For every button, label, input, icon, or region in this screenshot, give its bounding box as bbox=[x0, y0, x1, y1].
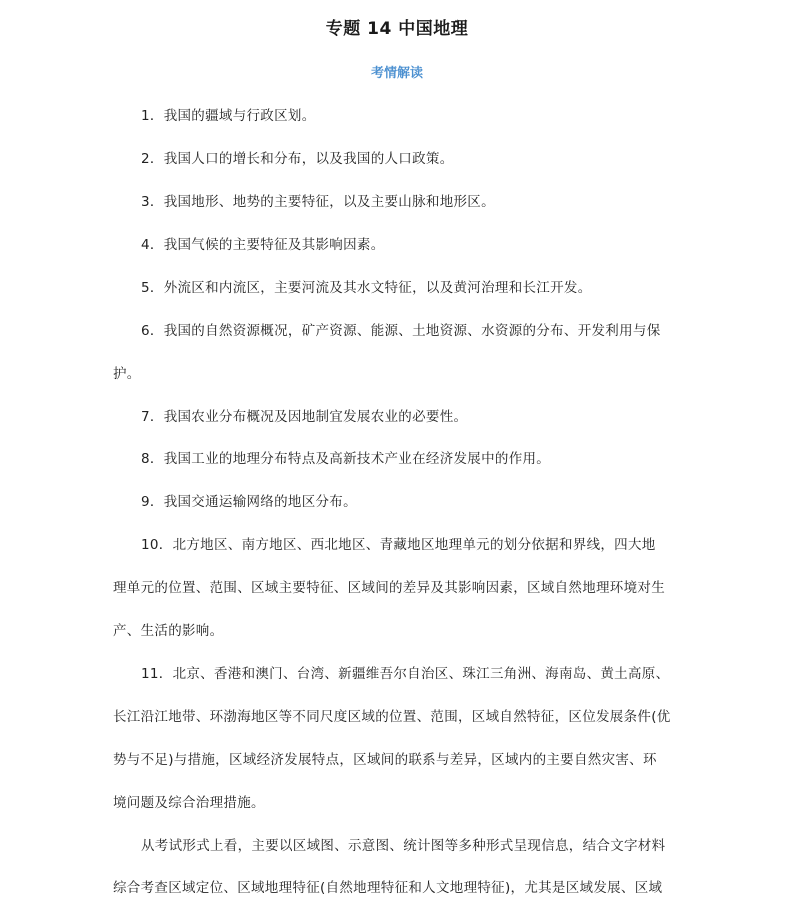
page-title: 专题 14 中国地理 bbox=[325, 19, 469, 39]
item-7: 7．我国农业分布概况及因地制宜发展农业的必要性。 bbox=[141, 409, 468, 425]
section-heading: 考情解读 bbox=[370, 66, 423, 81]
item-6-line-2: 护。 bbox=[113, 366, 141, 382]
summary-line-2: 综合考查区域定位、区域地理特征(自然地理特征和人文地理特征)，尤其是区域发展、区域 bbox=[113, 880, 663, 896]
item-5: 5．外流区和内流区，主要河流及其水文特征，以及黄河治理和长江开发。 bbox=[141, 280, 592, 296]
item-10-line-2: 理单元的位置、范围、区域主要特征、区域间的差异及其影响因素，区域自然地理环境对生 bbox=[113, 580, 665, 596]
item-10-line-1: 10．北方地区、南方地区、西北地区、青藏地区地理单元的划分依据和界线，四大地 bbox=[141, 537, 656, 553]
item-10-line-3: 产、生活的影响。 bbox=[113, 623, 224, 639]
item-9: 9．我国交通运输网络的地区分布。 bbox=[141, 494, 357, 510]
item-11-line-1: 11．北京、香港和澳门、台湾、新疆维吾尔自治区、珠江三角洲、海南岛、黄土高原、 bbox=[141, 666, 670, 682]
item-3: 3．我国地形、地势的主要特征，以及主要山脉和地形区。 bbox=[141, 194, 495, 210]
item-6-line-1: 6．我国的自然资源概况，矿产资源、能源、土地资源、水资源的分布、开发利用与保 bbox=[141, 323, 661, 339]
item-11-line-3: 势与不足)与措施，区域经济发展特点，区域间的联系与差异，区域内的主要自然灾害、环 bbox=[113, 752, 657, 768]
summary-line-1: 从考试形式上看，主要以区域图、示意图、统计图等多种形式呈现信息，结合文字材料 bbox=[141, 838, 666, 854]
item-1: 1．我国的疆域与行政区划。 bbox=[141, 108, 316, 124]
item-4: 4．我国气候的主要特征及其影响因素。 bbox=[141, 237, 385, 253]
item-2: 2．我国人口的增长和分布，以及我国的人口政策。 bbox=[141, 151, 454, 167]
item-11-line-2: 长江沿江地带、环渤海地区等不同尺度区域的位置、范围，区域自然特征，区位发展条件(优 bbox=[113, 709, 671, 725]
item-11-line-4: 境问题及综合治理措施。 bbox=[113, 795, 265, 811]
item-8: 8．我国工业的地理分布特点及高新技术产业在经济发展中的作用。 bbox=[141, 451, 551, 467]
